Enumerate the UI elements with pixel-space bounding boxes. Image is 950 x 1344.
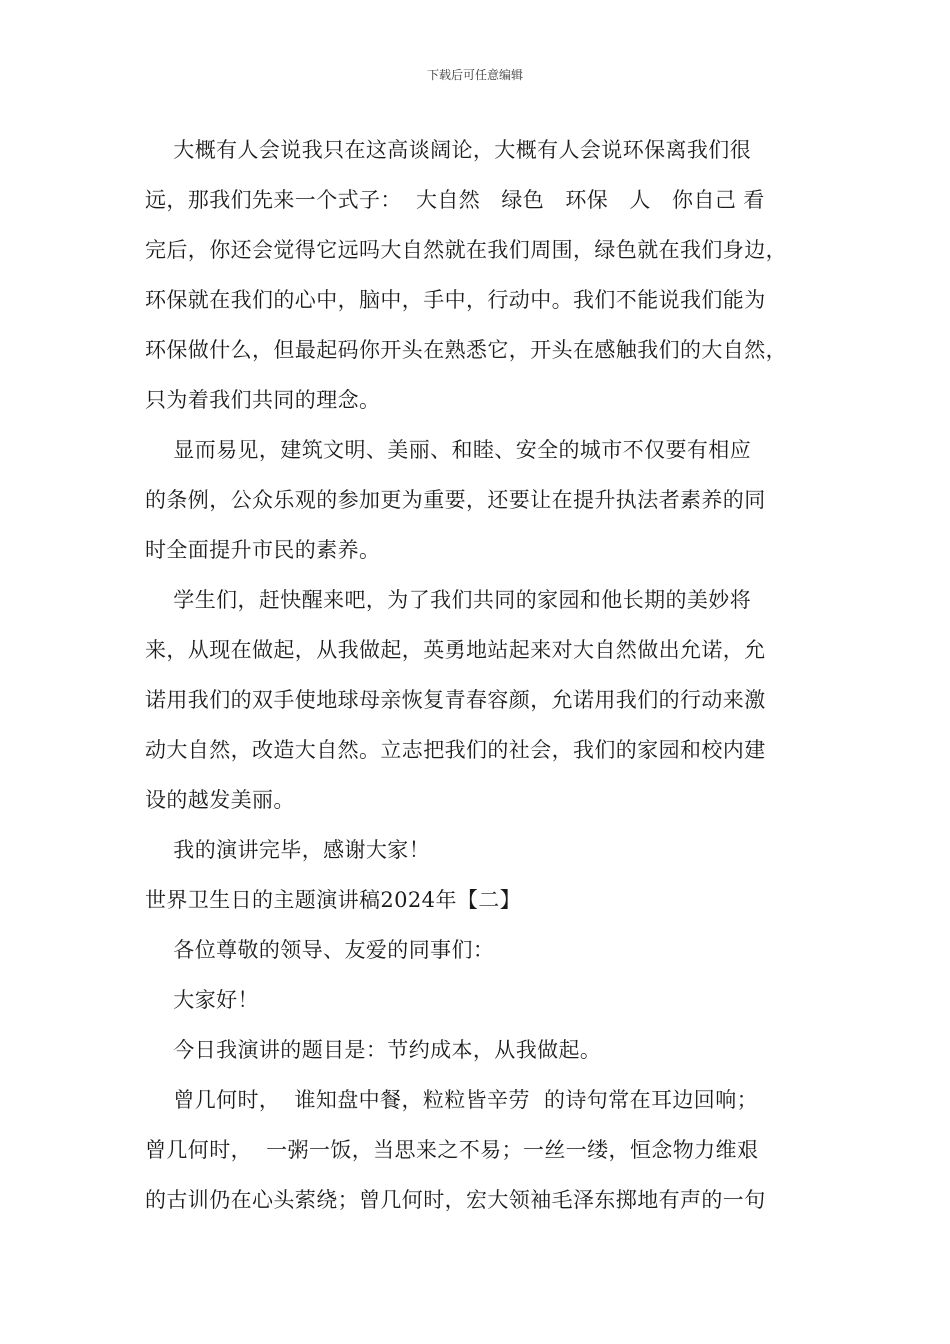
text-line: 只为着我们共同的理念。: [145, 388, 381, 412]
text-line: 设的越发美丽。: [145, 788, 295, 812]
text-line: 曾几何时， 谁知盘中餐，粒粒皆辛劳 的诗句常在耳边回响；: [145, 1088, 758, 1112]
text-line: 诺用我们的双手使地球母亲恢复青春容颜，允诺用我们的行动来激: [145, 688, 766, 712]
text-line: 完后，你还会觉得它远吗大自然就在我们周围，绿色就在我们身边，: [145, 238, 787, 262]
text-line: 的条例，公众乐观的参加更为重要，还要让在提升执法者素养的同: [145, 488, 766, 512]
text-line: 环保就在我们的心中，脑中，手中，行动中。我们不能说我们能为: [145, 288, 766, 312]
text-line: 的古训仍在心头萦绕；曾几何时，宏大领袖毛泽东掷地有声的一句: [145, 1188, 766, 1212]
text-line: 来，从现在做起，从我做起，英勇地站起来对大自然做出允诺，允: [145, 638, 766, 662]
text-line: 时全面提升市民的素养。: [145, 538, 381, 562]
text-line: 环保做什么，但最起码你开头在熟悉它，开头在感触我们的大自然，: [145, 338, 787, 362]
text-line: 远，那我们先来一个式子： 大自然 绿色 环保 人 你自己 看: [145, 188, 765, 212]
text-line: 曾几何时， 一粥一饭，当思来之不易；一丝一缕，恒念物力维艰: [145, 1138, 759, 1162]
text-line: 各位尊敬的领导、友爱的同事们：: [145, 938, 495, 962]
text-line: 学生们，赶快醒来吧，为了我们共同的家园和他长期的美妙将: [145, 588, 752, 612]
text-line: 世界卫生日的主题演讲稿2024年【二】: [145, 888, 522, 912]
text-line: 动大自然，改造大自然。立志把我们的社会，我们的家园和校内建: [145, 738, 766, 762]
page-header: 下载后可任意编辑: [426, 68, 523, 82]
text-line: 大家好！: [145, 988, 259, 1012]
text-line: 我的演讲完毕，感谢大家！: [145, 838, 431, 862]
text-line: 显而易见，建筑文明、美丽、和睦、安全的城市不仅要有相应: [145, 438, 752, 462]
text-line: 今日我演讲的题目是：节约成本，从我做起。: [145, 1038, 602, 1062]
text-line: 大概有人会说我只在这高谈阔论，大概有人会说环保离我们很: [145, 138, 752, 162]
